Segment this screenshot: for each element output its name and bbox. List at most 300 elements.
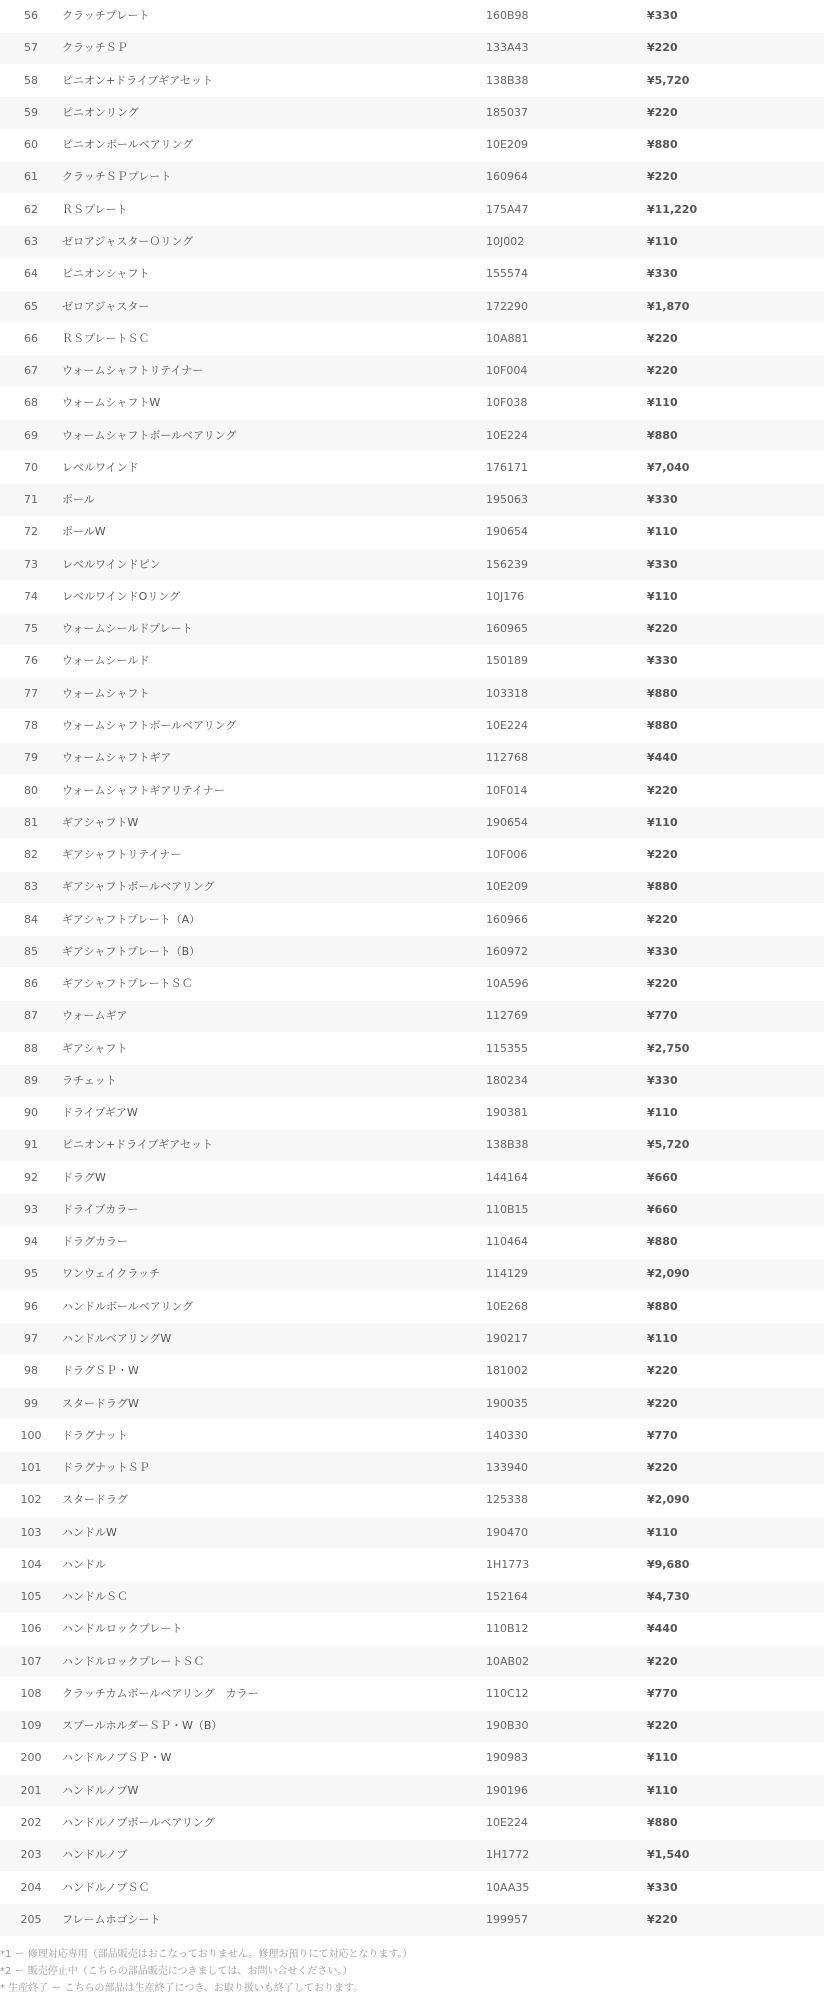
part-price-cell: ¥2,090 <box>616 1484 824 1516</box>
part-number-cell: 69 <box>0 419 62 451</box>
table-row <box>0 710 824 742</box>
part-name-cell: ドラグナットＳＰ <box>62 1452 486 1484</box>
part-code-cell: 1H1772 <box>486 1839 616 1871</box>
part-price-cell: ¥220 <box>616 161 824 193</box>
part-name-cell: ギアシャフトプレートＳＣ <box>62 968 486 1000</box>
table-row <box>0 516 824 548</box>
part-name-cell: ウォームシャフトW <box>62 387 486 419</box>
part-number-cell: 83 <box>0 871 62 903</box>
table-row <box>0 581 824 613</box>
part-code-cell: 10E224 <box>486 1807 616 1839</box>
part-name-cell: ウォームシャフトギアリテイナー <box>62 774 486 806</box>
part-number-cell: 205 <box>0 1904 62 1937</box>
part-name-cell: ハンドルベアリングW <box>62 1323 486 1355</box>
part-number-cell: 92 <box>0 1162 62 1194</box>
part-name-cell: レベルワインドOリング <box>62 581 486 613</box>
part-name-cell: ハンドルボールベアリング <box>62 1291 486 1323</box>
part-name-cell: ウォームギア <box>62 1000 486 1032</box>
table-row <box>0 65 824 97</box>
part-name-cell: ポール <box>62 484 486 516</box>
part-name-cell: クラッチＳＰ <box>62 32 486 64</box>
table-row <box>0 129 824 161</box>
part-price-cell: ¥110 <box>616 807 824 839</box>
part-name-cell: ゼロアジャスター <box>62 290 486 322</box>
part-name-cell: ハンドルW <box>62 1516 486 1548</box>
part-name-cell: ポールW <box>62 516 486 548</box>
part-code-cell: 103318 <box>486 678 616 710</box>
part-code-cell: 10A596 <box>486 968 616 1000</box>
table-row <box>0 0 824 32</box>
table-row <box>0 1000 824 1032</box>
part-code-cell: 190196 <box>486 1775 616 1807</box>
table-row <box>0 194 824 226</box>
part-number-cell: 85 <box>0 936 62 968</box>
part-price-cell: ¥110 <box>616 1323 824 1355</box>
part-code-cell: 110B15 <box>486 1194 616 1226</box>
part-price-cell: ¥5,720 <box>616 65 824 97</box>
part-code-cell: 160972 <box>486 936 616 968</box>
part-price-cell: ¥770 <box>616 1420 824 1452</box>
part-code-cell: 10F014 <box>486 774 616 806</box>
part-name-cell: ハンドルノブＳＰ・W <box>62 1742 486 1774</box>
part-name-cell: ウォームシャフトボールベアリング <box>62 710 486 742</box>
table-row <box>0 774 824 806</box>
part-price-cell: ¥880 <box>616 129 824 161</box>
part-name-cell: ワンウェイクラッチ <box>62 1258 486 1290</box>
part-code-cell: 110464 <box>486 1226 616 1258</box>
part-code-cell: 1H1773 <box>486 1549 616 1581</box>
part-code-cell: 190983 <box>486 1742 616 1774</box>
part-name-cell: ウォームシールド <box>62 645 486 677</box>
part-name-cell: ギアシャフトプレート（B） <box>62 936 486 968</box>
part-price-cell: ¥4,730 <box>616 1581 824 1613</box>
part-name-cell: ウォームシャフト <box>62 678 486 710</box>
table-row <box>0 1775 824 1807</box>
part-price-cell: ¥110 <box>616 516 824 548</box>
table-row <box>0 452 824 484</box>
part-number-cell: 109 <box>0 1710 62 1742</box>
part-number-cell: 93 <box>0 1194 62 1226</box>
part-name-cell: ピニオン+ドライブギアセット <box>62 65 486 97</box>
part-name-cell: ラチェット <box>62 1065 486 1097</box>
part-code-cell: 160966 <box>486 903 616 935</box>
part-number-cell: 57 <box>0 32 62 64</box>
table-row <box>0 1291 824 1323</box>
part-price-cell: ¥220 <box>616 1452 824 1484</box>
part-price-cell: ¥770 <box>616 1000 824 1032</box>
part-code-cell: 10J002 <box>486 226 616 258</box>
table-row <box>0 1033 824 1065</box>
part-code-cell: 160964 <box>486 161 616 193</box>
part-number-cell: 202 <box>0 1807 62 1839</box>
part-name-cell: スタードラグ <box>62 1484 486 1516</box>
part-name-cell: ＲＳプレートＳＣ <box>62 323 486 355</box>
part-code-cell: 190654 <box>486 516 616 548</box>
part-number-cell: 108 <box>0 1678 62 1710</box>
table-row <box>0 1710 824 1742</box>
table-row <box>0 1904 824 1937</box>
part-name-cell: クラッチＳＰプレート <box>62 161 486 193</box>
part-price-cell: ¥220 <box>616 1355 824 1387</box>
part-number-cell: 106 <box>0 1613 62 1645</box>
part-code-cell: 160B98 <box>486 0 616 32</box>
part-number-cell: 74 <box>0 581 62 613</box>
part-price-cell: ¥110 <box>616 387 824 419</box>
part-code-cell: 190217 <box>486 1323 616 1355</box>
table-row <box>0 1452 824 1484</box>
footnotes <box>0 1946 824 1997</box>
part-code-cell: 138B38 <box>486 1129 616 1161</box>
part-number-cell: 71 <box>0 484 62 516</box>
part-name-cell: ハンドルノブW <box>62 1775 486 1807</box>
part-number-cell: 102 <box>0 1484 62 1516</box>
part-number-cell: 78 <box>0 710 62 742</box>
part-code-cell: 112769 <box>486 1000 616 1032</box>
footnote-discontinued: * 生産終了 ー こちらの部品は生産終了につき、お取り扱いも終了しております。 <box>0 1983 364 1994</box>
part-number-cell: 75 <box>0 613 62 645</box>
part-name-cell: ドラグナット <box>62 1420 486 1452</box>
table-row <box>0 1646 824 1678</box>
part-price-cell: ¥330 <box>616 258 824 290</box>
part-number-cell: 58 <box>0 65 62 97</box>
table-row <box>0 419 824 451</box>
part-number-cell: 72 <box>0 516 62 548</box>
part-price-cell: ¥330 <box>616 0 824 32</box>
part-price-cell: ¥110 <box>616 1775 824 1807</box>
part-price-cell: ¥880 <box>616 1226 824 1258</box>
table-row <box>0 1129 824 1161</box>
table-row <box>0 903 824 935</box>
part-number-cell: 68 <box>0 387 62 419</box>
table-row <box>0 1065 824 1097</box>
part-code-cell: 10A881 <box>486 323 616 355</box>
part-code-cell: 114129 <box>486 1258 616 1290</box>
part-price-cell: ¥110 <box>616 226 824 258</box>
part-code-cell: 152164 <box>486 1581 616 1613</box>
table-row <box>0 161 824 193</box>
part-name-cell: ピニオンリング <box>62 97 486 129</box>
part-price-cell: ¥220 <box>616 323 824 355</box>
part-price-cell: ¥220 <box>616 903 824 935</box>
part-code-cell: 199957 <box>486 1904 616 1937</box>
part-number-cell: 56 <box>0 0 62 32</box>
part-name-cell: ピニオンボールベアリング <box>62 129 486 161</box>
table-row <box>0 1871 824 1903</box>
part-price-cell: ¥880 <box>616 678 824 710</box>
part-number-cell: 204 <box>0 1871 62 1903</box>
part-number-cell: 65 <box>0 290 62 322</box>
part-name-cell: ウォームシャフトボールベアリング <box>62 419 486 451</box>
table-row <box>0 1581 824 1613</box>
part-code-cell: 144164 <box>486 1162 616 1194</box>
footnote-repair-only: *1 ー 修理対応専用（部品販売はおこなっておりません。修理お預りにて対応となります。） <box>0 1949 413 1960</box>
table-row <box>0 1323 824 1355</box>
part-number-cell: 60 <box>0 129 62 161</box>
part-price-cell: ¥2,090 <box>616 1258 824 1290</box>
part-number-cell: 66 <box>0 323 62 355</box>
part-name-cell: ＲＳプレート <box>62 194 486 226</box>
part-number-cell: 91 <box>0 1129 62 1161</box>
part-code-cell: 176171 <box>486 452 616 484</box>
part-number-cell: 80 <box>0 774 62 806</box>
part-price-cell: ¥330 <box>616 1871 824 1903</box>
part-name-cell: ドライブギアW <box>62 1097 486 1129</box>
part-name-cell: スプールホルダーＳＰ・W（B） <box>62 1710 486 1742</box>
part-code-cell: 138B38 <box>486 65 616 97</box>
part-name-cell: ハンドルノブ <box>62 1839 486 1871</box>
table-row <box>0 484 824 516</box>
table-row <box>0 742 824 774</box>
part-price-cell: ¥220 <box>616 355 824 387</box>
part-number-cell: 97 <box>0 1323 62 1355</box>
part-price-cell: ¥110 <box>616 1516 824 1548</box>
part-number-cell: 101 <box>0 1452 62 1484</box>
part-name-cell: レベルワインド <box>62 452 486 484</box>
part-price-cell: ¥220 <box>616 97 824 129</box>
part-price-cell: ¥880 <box>616 419 824 451</box>
part-code-cell: 125338 <box>486 1484 616 1516</box>
table-row <box>0 1420 824 1452</box>
part-number-cell: 62 <box>0 194 62 226</box>
table-row <box>0 1807 824 1839</box>
part-price-cell: ¥1,540 <box>616 1839 824 1871</box>
part-price-cell: ¥880 <box>616 1807 824 1839</box>
table-row <box>0 1613 824 1645</box>
table-row <box>0 1355 824 1387</box>
table-row <box>0 355 824 387</box>
part-number-cell: 99 <box>0 1387 62 1419</box>
part-code-cell: 115355 <box>486 1033 616 1065</box>
part-price-cell: ¥220 <box>616 1904 824 1937</box>
part-code-cell: 10J176 <box>486 581 616 613</box>
part-number-cell: 98 <box>0 1355 62 1387</box>
table-row <box>0 807 824 839</box>
part-code-cell: 10AB02 <box>486 1646 616 1678</box>
part-price-cell: ¥220 <box>616 839 824 871</box>
part-price-cell: ¥880 <box>616 871 824 903</box>
part-code-cell: 10E224 <box>486 710 616 742</box>
part-price-cell: ¥440 <box>616 742 824 774</box>
part-number-cell: 61 <box>0 161 62 193</box>
part-number-cell: 87 <box>0 1000 62 1032</box>
part-number-cell: 79 <box>0 742 62 774</box>
part-name-cell: ギアシャフトプレート（A） <box>62 903 486 935</box>
part-code-cell: 10E209 <box>486 129 616 161</box>
part-price-cell: ¥9,680 <box>616 1549 824 1581</box>
part-price-cell: ¥440 <box>616 1613 824 1645</box>
part-name-cell: ハンドルロックプレートＳＣ <box>62 1646 486 1678</box>
part-number-cell: 105 <box>0 1581 62 1613</box>
part-name-cell: ギアシャフトボールベアリング <box>62 871 486 903</box>
part-number-cell: 67 <box>0 355 62 387</box>
part-code-cell: 133940 <box>486 1452 616 1484</box>
part-price-cell: ¥330 <box>616 1065 824 1097</box>
part-number-cell: 82 <box>0 839 62 871</box>
part-name-cell: ハンドルロックプレート <box>62 1613 486 1645</box>
table-row <box>0 226 824 258</box>
part-name-cell: ピニオンシャフト <box>62 258 486 290</box>
part-name-cell: ハンドルＳＣ <box>62 1581 486 1613</box>
part-number-cell: 84 <box>0 903 62 935</box>
table-row <box>0 1162 824 1194</box>
part-code-cell: 190035 <box>486 1387 616 1419</box>
table-row <box>0 290 824 322</box>
part-price-cell: ¥330 <box>616 936 824 968</box>
part-name-cell: ドラグW <box>62 1162 486 1194</box>
part-price-cell: ¥2,750 <box>616 1033 824 1065</box>
part-price-cell: ¥880 <box>616 710 824 742</box>
table-row <box>0 387 824 419</box>
part-price-cell: ¥220 <box>616 1387 824 1419</box>
part-price-cell: ¥330 <box>616 549 824 581</box>
footnote-sales-suspended: *2 ー 販売停止中（こちらの部品販売につきましては、お問い合せください。） <box>0 1966 353 1977</box>
part-name-cell: フレームホゴシート <box>62 1904 486 1937</box>
part-price-cell: ¥220 <box>616 774 824 806</box>
part-number-cell: 203 <box>0 1839 62 1871</box>
part-code-cell: 190470 <box>486 1516 616 1548</box>
part-price-cell: ¥220 <box>616 613 824 645</box>
part-code-cell: 160965 <box>486 613 616 645</box>
part-price-cell: ¥110 <box>616 581 824 613</box>
part-code-cell: 10F004 <box>486 355 616 387</box>
part-code-cell: 175A47 <box>486 194 616 226</box>
part-code-cell: 112768 <box>486 742 616 774</box>
part-number-cell: 107 <box>0 1646 62 1678</box>
part-code-cell: 10AA35 <box>486 1871 616 1903</box>
table-row <box>0 645 824 677</box>
part-name-cell: ドラグカラー <box>62 1226 486 1258</box>
part-code-cell: 190381 <box>486 1097 616 1129</box>
part-price-cell: ¥11,220 <box>616 194 824 226</box>
part-price-cell: ¥770 <box>616 1678 824 1710</box>
part-name-cell: スタードラグW <box>62 1387 486 1419</box>
table-row <box>0 1742 824 1774</box>
part-code-cell: 185037 <box>486 97 616 129</box>
part-code-cell: 155574 <box>486 258 616 290</box>
part-price-cell: ¥220 <box>616 32 824 64</box>
part-code-cell: 180234 <box>486 1065 616 1097</box>
table-row <box>0 1516 824 1548</box>
table-row <box>0 1226 824 1258</box>
part-name-cell: ドラグＳＰ・W <box>62 1355 486 1387</box>
part-price-cell: ¥5,720 <box>616 1129 824 1161</box>
part-code-cell: 10F038 <box>486 387 616 419</box>
part-price-cell: ¥660 <box>616 1162 824 1194</box>
part-number-cell: 63 <box>0 226 62 258</box>
table-row <box>0 871 824 903</box>
part-name-cell: ギアシャフト <box>62 1033 486 1065</box>
part-code-cell: 190B30 <box>486 1710 616 1742</box>
part-name-cell: ピニオン+ドライブギアセット <box>62 1129 486 1161</box>
table-row <box>0 968 824 1000</box>
part-code-cell: 110B12 <box>486 1613 616 1645</box>
part-code-cell: 133A43 <box>486 32 616 64</box>
table-row <box>0 1194 824 1226</box>
part-name-cell: ウォームシャフトギア <box>62 742 486 774</box>
part-price-cell: ¥220 <box>616 968 824 1000</box>
part-number-cell: 95 <box>0 1258 62 1290</box>
table-row <box>0 323 824 355</box>
part-number-cell: 201 <box>0 1775 62 1807</box>
table-row <box>0 1484 824 1516</box>
part-name-cell: ギアシャフトリテイナー <box>62 839 486 871</box>
part-number-cell: 90 <box>0 1097 62 1129</box>
part-name-cell: ウォームシールドプレート <box>62 613 486 645</box>
part-code-cell: 10E268 <box>486 1291 616 1323</box>
part-code-cell: 150189 <box>486 645 616 677</box>
table-row <box>0 32 824 64</box>
part-code-cell: 172290 <box>486 290 616 322</box>
part-name-cell: クラッチカムボールベアリング カラー <box>62 1678 486 1710</box>
part-name-cell: ハンドルノブＳＣ <box>62 1871 486 1903</box>
part-code-cell: 190654 <box>486 807 616 839</box>
part-number-cell: 94 <box>0 1226 62 1258</box>
part-code-cell: 110C12 <box>486 1678 616 1710</box>
part-name-cell: ゼロアジャスターＯリング <box>62 226 486 258</box>
part-number-cell: 73 <box>0 549 62 581</box>
part-price-cell: ¥7,040 <box>616 452 824 484</box>
part-code-cell: 181002 <box>486 1355 616 1387</box>
part-number-cell: 86 <box>0 968 62 1000</box>
part-code-cell: 10E209 <box>486 871 616 903</box>
table-row <box>0 549 824 581</box>
table-row <box>0 1549 824 1581</box>
table-row <box>0 1678 824 1710</box>
part-price-cell: ¥110 <box>616 1097 824 1129</box>
table-row <box>0 1258 824 1290</box>
part-price-cell: ¥110 <box>616 1742 824 1774</box>
part-code-cell: 10F006 <box>486 839 616 871</box>
part-name-cell: クラッチプレート <box>62 0 486 32</box>
part-number-cell: 70 <box>0 452 62 484</box>
part-price-cell: ¥660 <box>616 1194 824 1226</box>
table-row <box>0 678 824 710</box>
part-name-cell: ウォームシャフトリテイナー <box>62 355 486 387</box>
table-row <box>0 839 824 871</box>
part-name-cell: ハンドルノブボールベアリング <box>62 1807 486 1839</box>
part-price-cell: ¥330 <box>616 645 824 677</box>
part-code-cell: 140330 <box>486 1420 616 1452</box>
part-number-cell: 100 <box>0 1420 62 1452</box>
table-row <box>0 1387 824 1419</box>
part-number-cell: 103 <box>0 1516 62 1548</box>
part-code-cell: 195063 <box>486 484 616 516</box>
part-name-cell: ギアシャフトW <box>62 807 486 839</box>
part-name-cell: レベルワインドピン <box>62 549 486 581</box>
part-name-cell: ハンドル <box>62 1549 486 1581</box>
part-price-cell: ¥330 <box>616 484 824 516</box>
table-row <box>0 1839 824 1871</box>
table-row <box>0 936 824 968</box>
table-row <box>0 258 824 290</box>
table-row <box>0 97 824 129</box>
part-number-cell: 88 <box>0 1033 62 1065</box>
part-price-cell: ¥1,870 <box>616 290 824 322</box>
part-code-cell: 10E224 <box>486 419 616 451</box>
part-name-cell: ドライブカラー <box>62 1194 486 1226</box>
part-code-cell: 156239 <box>486 549 616 581</box>
part-price-cell: ¥220 <box>616 1710 824 1742</box>
part-number-cell: 76 <box>0 645 62 677</box>
part-number-cell: 96 <box>0 1291 62 1323</box>
table-row <box>0 613 824 645</box>
part-number-cell: 104 <box>0 1549 62 1581</box>
part-number-cell: 200 <box>0 1742 62 1774</box>
part-price-cell: ¥880 <box>616 1291 824 1323</box>
part-number-cell: 89 <box>0 1065 62 1097</box>
part-price-cell: ¥220 <box>616 1646 824 1678</box>
part-number-cell: 81 <box>0 807 62 839</box>
